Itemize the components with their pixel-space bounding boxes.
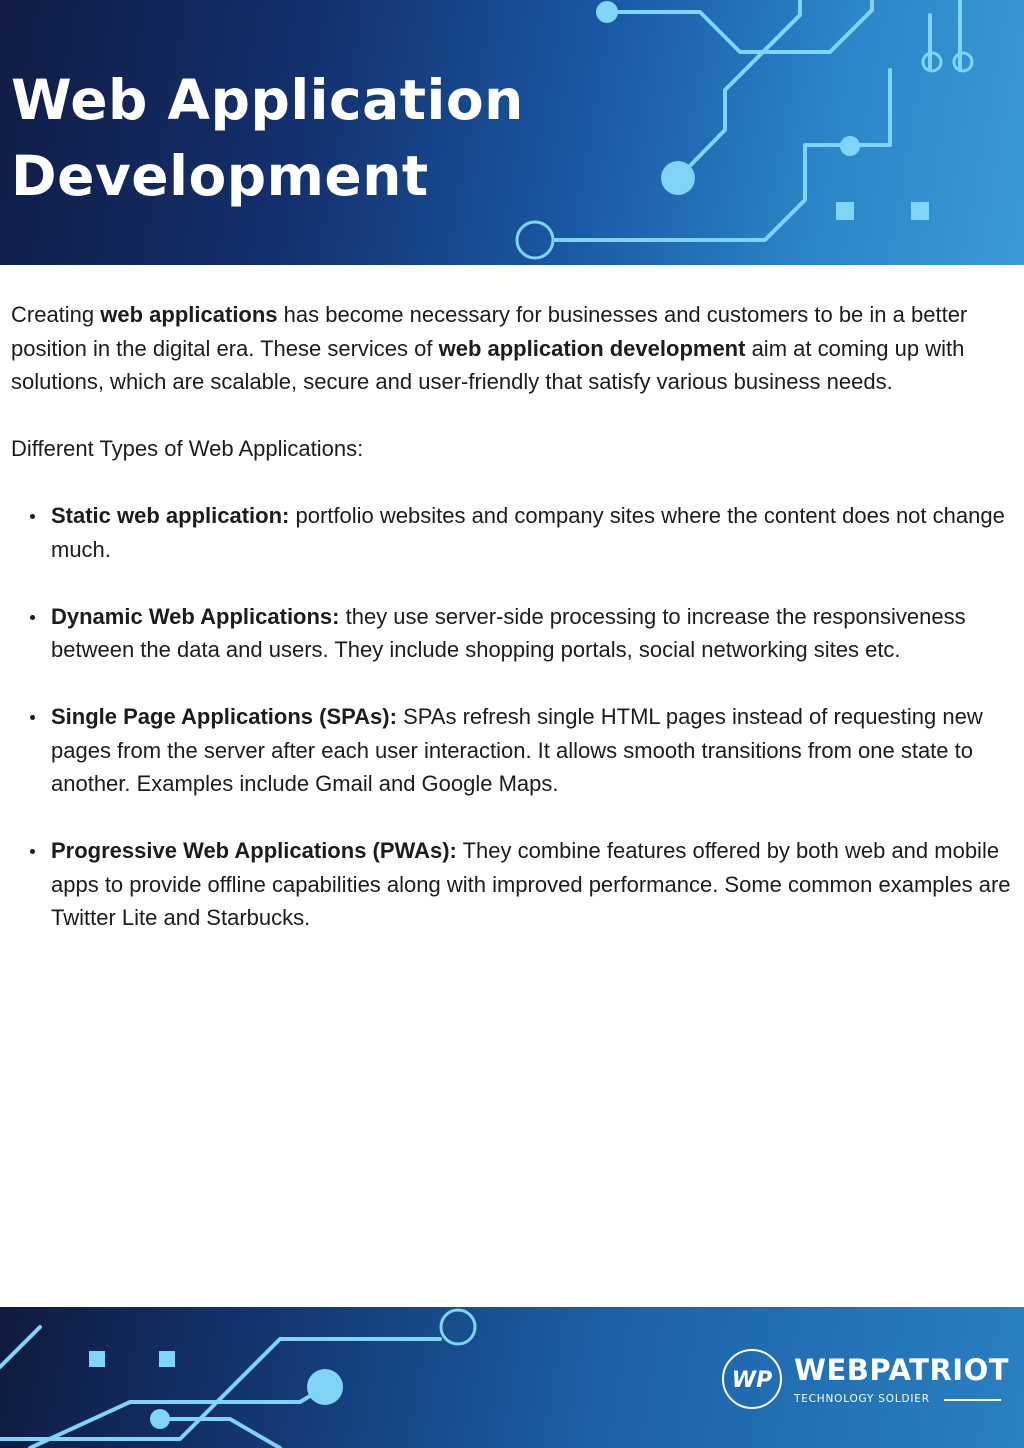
bullet-icon bbox=[30, 615, 35, 620]
logo-mark-text: WP bbox=[731, 1368, 773, 1392]
header-banner bbox=[0, 0, 1024, 265]
types-list bbox=[11, 499, 1016, 935]
type-title: Static web application: bbox=[51, 503, 290, 528]
list-item bbox=[11, 600, 1016, 667]
intro-text-2: has become necessary for businesses and customers to be in a better position in the digital era. These services of bbox=[11, 302, 968, 361]
type-text: they use server-side processing to increase the responsiveness between the data and users. They include shopping portals, social networking sites etc. bbox=[51, 603, 966, 662]
intro-bold-2: web application development bbox=[438, 335, 746, 361]
type-text: SPAs refresh single HTML pages instead of requesting new pages from the server after each user interaction. It allows smooth transitions from one state to another. Examples include Gmail and Google Maps. bbox=[51, 704, 983, 796]
type-text: portfolio websites and company sites where the content does not change much. bbox=[51, 503, 1005, 562]
types-heading: Different Types of Web Applications: bbox=[11, 436, 364, 461]
main-content bbox=[11, 298, 1016, 968]
logo-mark bbox=[722, 1349, 782, 1409]
title-line-1: Web Application bbox=[11, 68, 524, 132]
bullet-icon bbox=[30, 849, 35, 854]
intro-text-3: aim at coming up with solutions, which are scalable, secure and user-friendly that satisfy various business needs. bbox=[11, 335, 965, 394]
intro-text-1: Creating bbox=[11, 302, 101, 327]
list-item bbox=[11, 700, 1016, 801]
intro-bold-1: web applications bbox=[100, 302, 278, 327]
type-text: They combine features offered by both web and mobile apps to provide offline capabilities along with improved performance. Some common examples are Twitter Lite and Starbucks. bbox=[51, 838, 1011, 930]
type-title: Single Page Applications (SPAs): bbox=[51, 704, 397, 729]
brand-name: WEBPATRIOT bbox=[794, 1353, 1010, 1387]
type-title: Dynamic Web Applications: bbox=[51, 603, 340, 629]
bullet-icon bbox=[30, 514, 35, 519]
wp-logo-icon bbox=[730, 1366, 774, 1392]
title-line-2: Development bbox=[11, 144, 429, 208]
tagline-rule bbox=[944, 1399, 1001, 1401]
footer-banner bbox=[0, 1307, 1024, 1448]
brand-tagline: TECHNOLOGY SOLDIER bbox=[794, 1393, 930, 1405]
type-title: Progressive Web Applications (PWAs): bbox=[51, 838, 457, 863]
webpatriot-logo bbox=[722, 1349, 1012, 1413]
page-title bbox=[11, 62, 611, 214]
bullet-icon bbox=[30, 715, 35, 720]
list-item bbox=[11, 834, 1016, 935]
intro-paragraph bbox=[11, 298, 1016, 399]
list-item bbox=[11, 499, 1016, 566]
